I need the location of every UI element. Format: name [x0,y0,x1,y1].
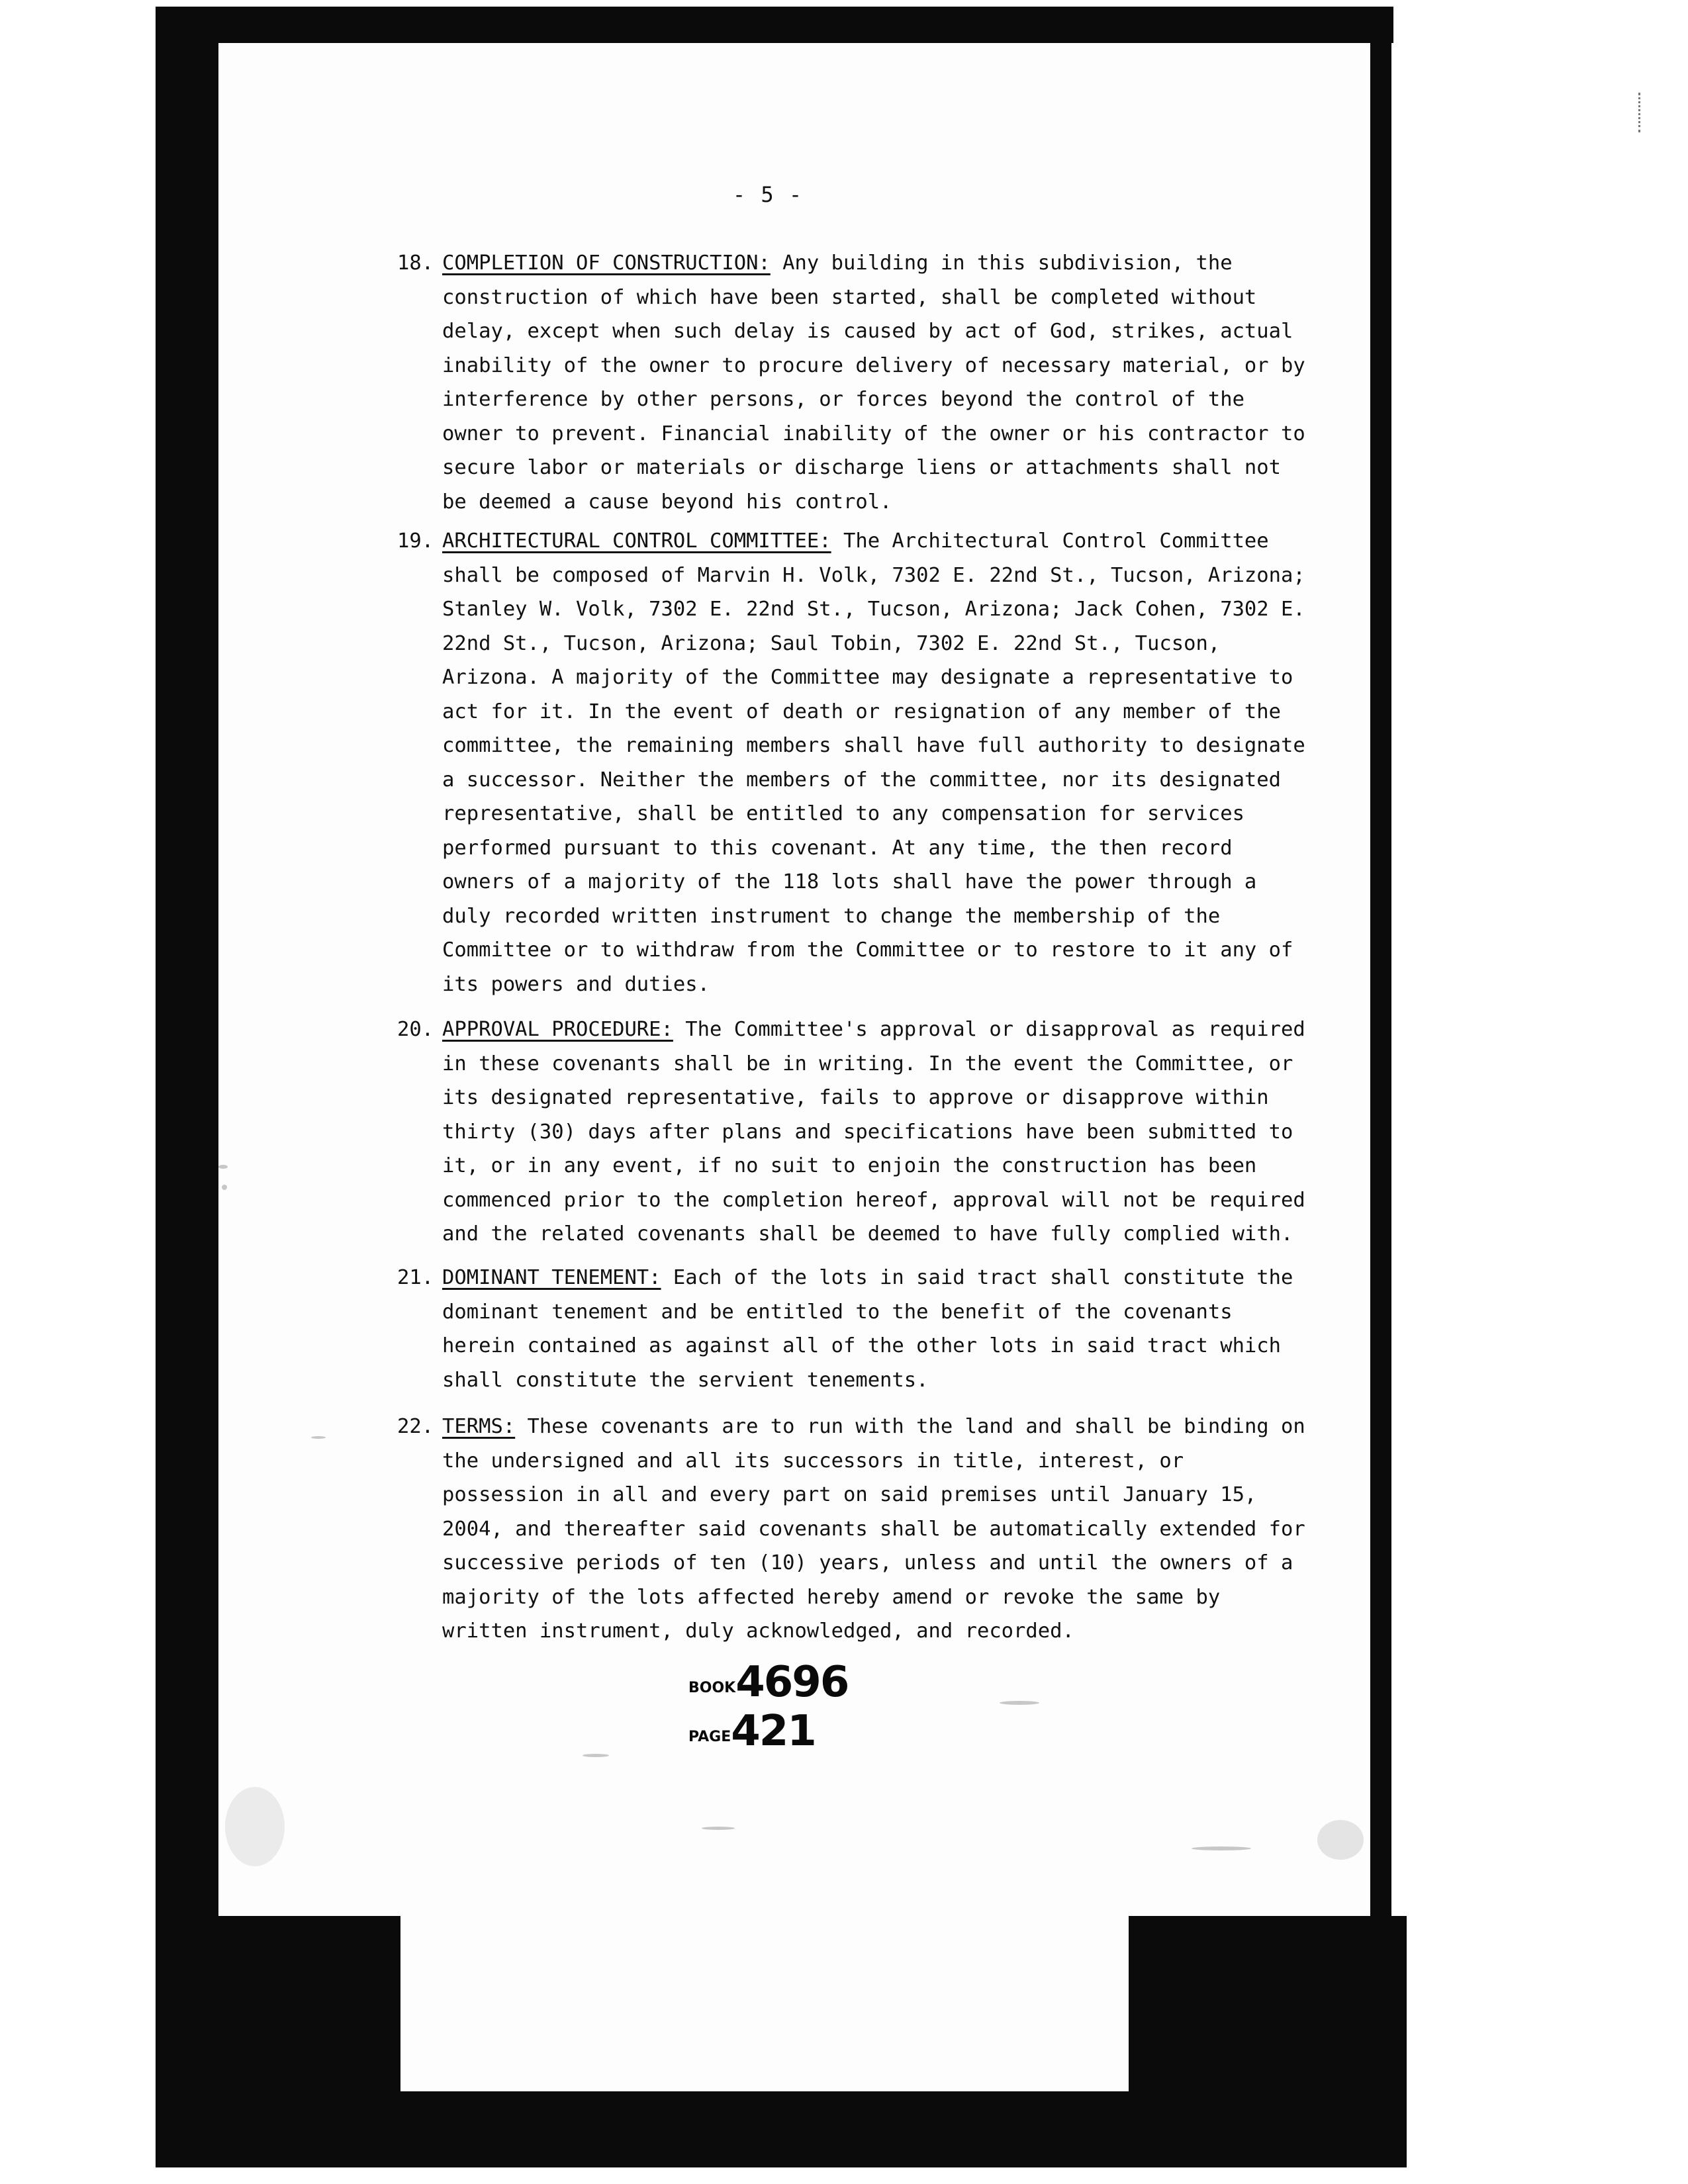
margin-mark [1638,93,1644,132]
clause-number: 21. [397,1266,434,1289]
clause-18 [397,246,1317,519]
clause-text: The Committee's approval or disapproval as required in these covenants shall be in writing. In the event the Committee, or its designated representative, fails to approve or disapprove within thirty (30) days after plans and specifications have been submitted to it, or in any event, if no suit to enjoin the construction has been commenced prior to the completion hereof, approval will not be required and the related covenants shall be deemed to have fully complied with. [442,1018,1305,1246]
stamp-page-number: 421 [731,1707,816,1756]
clause-22 [397,1410,1317,1649]
clause-body [442,1013,1317,1251]
scan-border-bottom-right [1129,1916,1407,2167]
scan-speckle [702,1827,735,1830]
scan-speckle [1000,1701,1039,1705]
clause-text: Any building in this subdivision, the construction of which have been started, shall be completed without delay, except when such delay is caused by act of God, strikes, actual inability of the owner to procure delivery of necessary material, or by interference by other persons, or forces beyond the control of the owner to prevent. Financial inability of the owner or his contractor to secure labor or materials or discharge liens or attachments shall not be deemed a cause beyond his control. [442,251,1305,514]
scan-speckle [1192,1846,1251,1850]
clause-heading: DOMINANT TENEMENT: [442,1266,661,1289]
scan-border-top [156,7,1393,43]
clause-20 [397,1013,1317,1251]
clause-heading: TERMS: [442,1415,516,1438]
clause-number: 20. [397,1018,434,1041]
scan-speckle [1317,1820,1364,1860]
clause-heading: APPROVAL PROCEDURE: [442,1018,673,1041]
clause-number: 19. [397,529,434,553]
clause-21 [397,1261,1317,1397]
clause-text: Each of the lots in said tract shall constitute the dominant tenement and be entitled to the benefit of the covenants herein contained as against all of the other lots in said tract which shall constitute the servient tenements. [442,1266,1293,1392]
clause-body [442,1261,1317,1397]
scan-border-bottom-left [156,1913,400,2167]
scan-speckle [218,1165,228,1169]
scan-border-right [1370,7,1391,1929]
clause-body [442,246,1317,519]
stamp-page-label: PAGE [688,1729,731,1745]
scan-speckle [311,1436,326,1439]
clause-body [442,1410,1317,1649]
page-number: - 5 - [732,182,804,207]
stamp-book-label: BOOK [688,1680,736,1696]
clause-number: 18. [397,251,434,275]
clause-text: The Architectural Control Committee shall be composed of Marvin H. Volk, 7302 E. 22nd St., Tucson, Arizona; Stanley W. Volk, 7302 E. 22nd St., Tucson, Arizona; Jack Cohen, 7302 E. 22nd St., Tucson, Arizona; Saul Tobin, 7302 E. 22nd St., Tucson, Arizona. A majority of the Committee may designate a representative to act for it. In the event of death or resignation of any member of the committee, the remaining members shall have full authority to designate a successor. Neither the members of the committee, nor its designated representative, shall be entitled to any compensation for services performed pursuant to this covenant. At any time, the then record owners of a majority of the 118 lots shall have the power through a duly recorded written instrument to change the membership of the Committee or to withdraw from the Committee or to restore to it any of its powers and duties. [442,529,1305,996]
stamp-book-number: 4696 [735,1658,849,1707]
clause-heading: COMPLETION OF CONSTRUCTION: [442,251,771,275]
scan-border-left [156,7,218,2164]
document-page-lower-tab [400,1916,1129,2091]
scan-speckle [583,1754,609,1757]
recording-stamp [688,1658,953,1756]
scan-speckle [222,1185,227,1190]
clause-body [442,524,1317,1001]
clause-19 [397,524,1317,1001]
clause-text: These covenants are to run with the land and shall be binding on the undersigned and all its successors in title, interest, or possession in all and every part on said premises until January 15, 2004, and thereafter said covenants shall be automatically extended for successive periods of ten (10) years, unless and until the owners of a majority of the lots affected hereby amend or revoke the same by written instrument, duly acknowledged, and recorded. [442,1415,1305,1643]
clause-heading: ARCHITECTURAL CONTROL COMMITTEE: [442,529,831,553]
scan-speckle [225,1787,285,1866]
clause-number: 22. [397,1415,434,1438]
